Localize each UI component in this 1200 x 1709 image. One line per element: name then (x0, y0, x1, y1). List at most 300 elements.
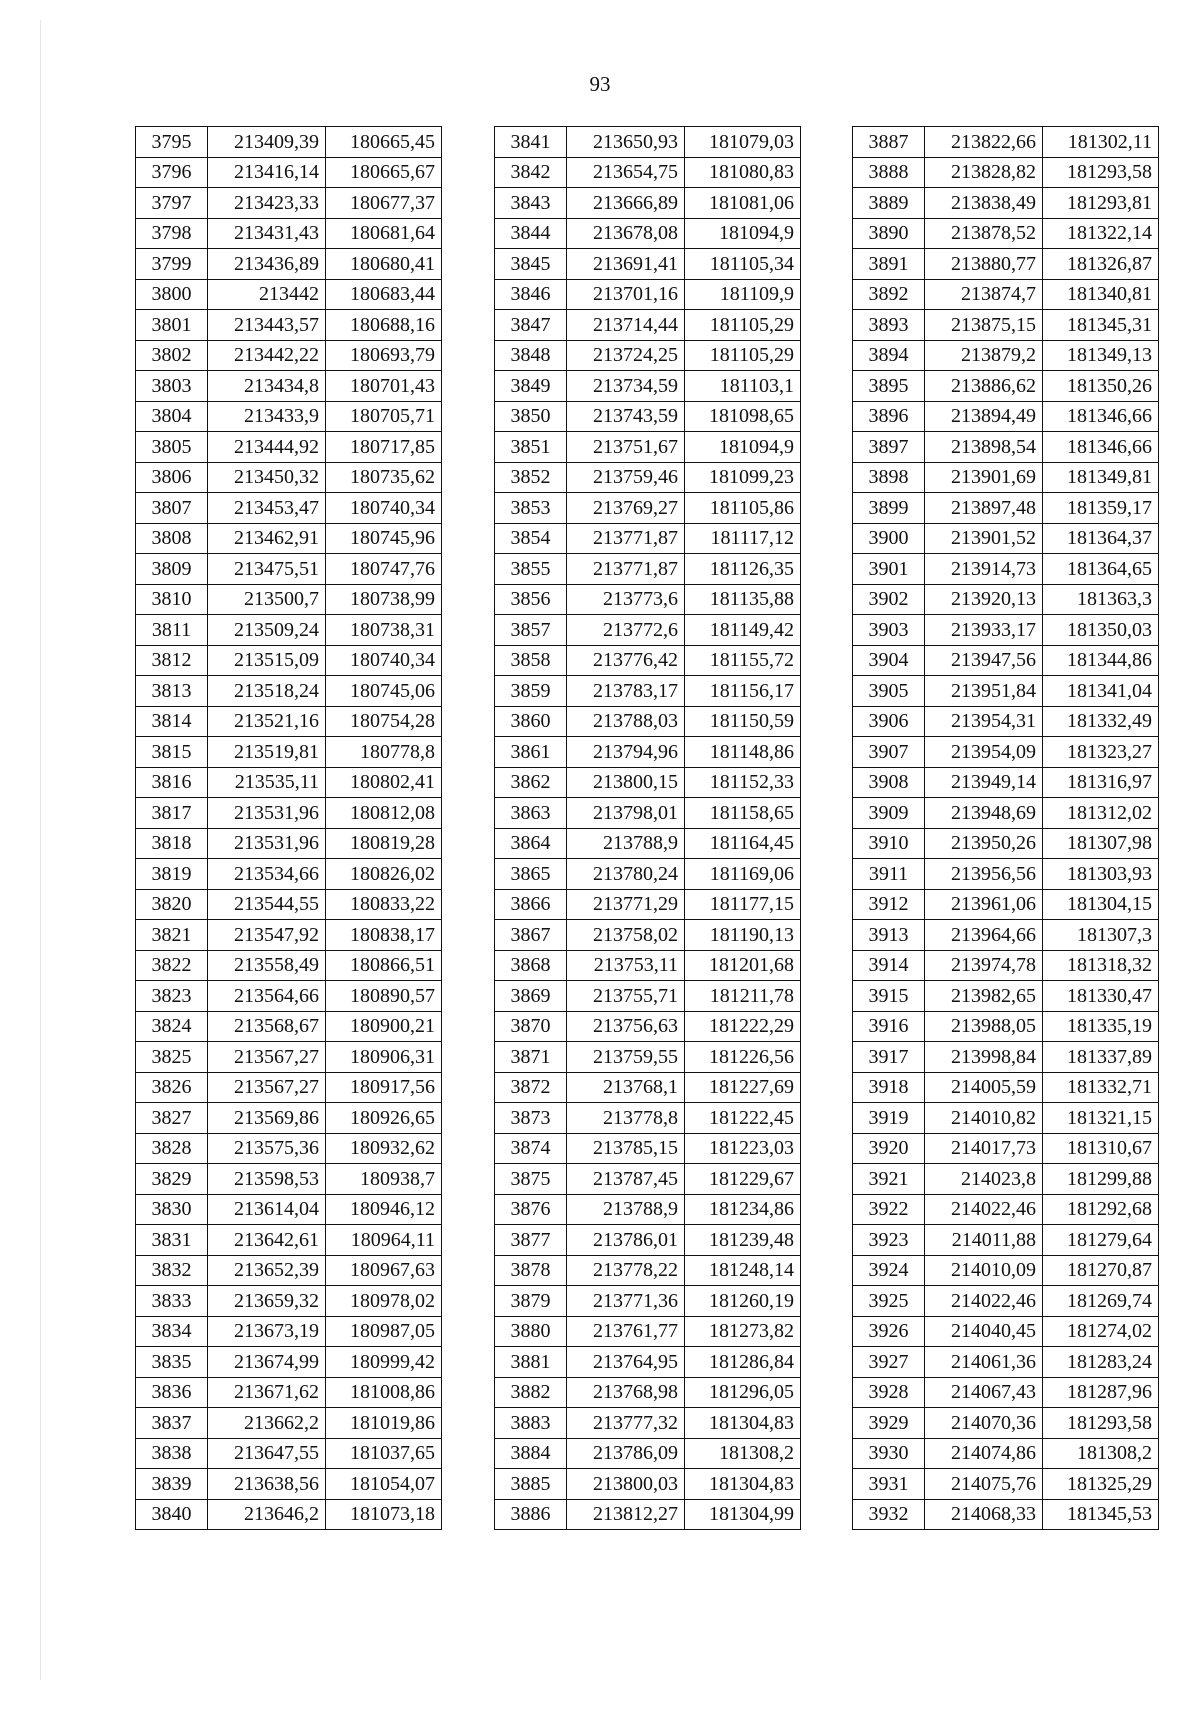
x-coordinate-cell: 213822,66 (925, 127, 1043, 158)
y-coordinate-cell: 181321,15 (1043, 1103, 1159, 1134)
table-row (853, 767, 1159, 798)
point-number-cell: 3932 (853, 1499, 925, 1530)
x-coordinate-cell: 213654,75 (567, 157, 685, 188)
y-coordinate-cell: 181248,14 (685, 1255, 801, 1286)
x-coordinate-cell: 213521,16 (208, 706, 326, 737)
x-coordinate-cell: 213444,92 (208, 432, 326, 463)
y-coordinate-cell: 180946,12 (326, 1194, 442, 1225)
point-number-cell: 3845 (495, 249, 567, 280)
point-number-cell: 3917 (853, 1042, 925, 1073)
table-row (853, 493, 1159, 524)
y-coordinate-cell: 180987,05 (326, 1316, 442, 1347)
point-number-cell: 3915 (853, 981, 925, 1012)
table-row (136, 1072, 442, 1103)
point-number-cell: 3843 (495, 188, 567, 219)
table-row (495, 1316, 801, 1347)
y-coordinate-cell: 181312,02 (1043, 798, 1159, 829)
table-row (136, 920, 442, 951)
table-row (136, 706, 442, 737)
point-number-cell: 3827 (136, 1103, 208, 1134)
point-number-cell: 3931 (853, 1469, 925, 1500)
table-row (136, 676, 442, 707)
table-row (136, 615, 442, 646)
y-coordinate-cell: 180926,65 (326, 1103, 442, 1134)
table-row (136, 1103, 442, 1134)
point-number-cell: 3816 (136, 767, 208, 798)
x-coordinate-cell: 213768,1 (567, 1072, 685, 1103)
table-row (495, 1225, 801, 1256)
x-coordinate-cell: 213734,59 (567, 371, 685, 402)
point-number-cell: 3802 (136, 340, 208, 371)
y-coordinate-cell: 181008,86 (326, 1377, 442, 1408)
point-number-cell: 3924 (853, 1255, 925, 1286)
x-coordinate-cell: 214010,82 (925, 1103, 1043, 1134)
x-coordinate-cell: 213753,11 (567, 950, 685, 981)
x-coordinate-cell: 213961,06 (925, 889, 1043, 920)
x-coordinate-cell: 213678,08 (567, 218, 685, 249)
table-row (853, 1164, 1159, 1195)
y-coordinate-cell: 180917,56 (326, 1072, 442, 1103)
y-coordinate-cell: 180665,45 (326, 127, 442, 158)
table-row (495, 493, 801, 524)
x-coordinate-cell: 213531,96 (208, 828, 326, 859)
table-row (495, 1255, 801, 1286)
point-number-cell: 3876 (495, 1194, 567, 1225)
table-row (495, 1011, 801, 1042)
x-coordinate-cell: 213434,8 (208, 371, 326, 402)
x-coordinate-cell: 213897,48 (925, 493, 1043, 524)
y-coordinate-cell: 181363,3 (1043, 584, 1159, 615)
y-coordinate-cell: 181234,86 (685, 1194, 801, 1225)
table-row (136, 950, 442, 981)
y-coordinate-cell: 180677,37 (326, 188, 442, 219)
table-row (495, 584, 801, 615)
y-coordinate-cell: 180701,43 (326, 371, 442, 402)
x-coordinate-cell: 213673,19 (208, 1316, 326, 1347)
x-coordinate-cell: 213800,15 (567, 767, 685, 798)
x-coordinate-cell: 213901,69 (925, 462, 1043, 493)
table-row (495, 401, 801, 432)
y-coordinate-cell: 181081,06 (685, 188, 801, 219)
x-coordinate-cell: 213567,27 (208, 1042, 326, 1073)
point-number-cell: 3799 (136, 249, 208, 280)
x-coordinate-cell: 213776,42 (567, 645, 685, 676)
point-number-cell: 3925 (853, 1286, 925, 1317)
x-coordinate-cell: 213771,87 (567, 523, 685, 554)
y-coordinate-cell: 181332,49 (1043, 706, 1159, 737)
table-row (853, 1469, 1159, 1500)
table-row (136, 1011, 442, 1042)
y-coordinate-cell: 180866,51 (326, 950, 442, 981)
table-row (495, 127, 801, 158)
x-coordinate-cell: 213724,25 (567, 340, 685, 371)
y-coordinate-cell: 180812,08 (326, 798, 442, 829)
x-coordinate-cell: 214074,86 (925, 1438, 1043, 1469)
y-coordinate-cell: 180740,34 (326, 645, 442, 676)
y-coordinate-cell: 180932,62 (326, 1133, 442, 1164)
point-number-cell: 3804 (136, 401, 208, 432)
page-number: 93 (589, 72, 611, 96)
y-coordinate-cell: 181350,03 (1043, 615, 1159, 646)
x-coordinate-cell: 213509,24 (208, 615, 326, 646)
point-number-cell: 3913 (853, 920, 925, 951)
point-number-cell: 3861 (495, 737, 567, 768)
table-row (495, 157, 801, 188)
point-number-cell: 3873 (495, 1103, 567, 1134)
point-number-cell: 3868 (495, 950, 567, 981)
x-coordinate-cell: 213759,55 (567, 1042, 685, 1073)
x-coordinate-cell: 213875,15 (925, 310, 1043, 341)
point-number-cell: 3846 (495, 279, 567, 310)
y-coordinate-cell: 181274,02 (1043, 1316, 1159, 1347)
point-number-cell: 3821 (136, 920, 208, 951)
point-number-cell: 3916 (853, 1011, 925, 1042)
table-row (495, 767, 801, 798)
table-row (136, 279, 442, 310)
y-coordinate-cell: 181164,45 (685, 828, 801, 859)
table-row (136, 1133, 442, 1164)
y-coordinate-cell: 181099,23 (685, 462, 801, 493)
point-number-cell: 3914 (853, 950, 925, 981)
table-row (853, 1286, 1159, 1317)
y-coordinate-cell: 181307,98 (1043, 828, 1159, 859)
x-coordinate-cell: 213773,6 (567, 584, 685, 615)
x-coordinate-cell: 213755,71 (567, 981, 685, 1012)
y-coordinate-cell: 181325,29 (1043, 1469, 1159, 1500)
table-row (136, 1438, 442, 1469)
table-row (136, 371, 442, 402)
y-coordinate-cell: 180964,11 (326, 1225, 442, 1256)
table-row (495, 1286, 801, 1317)
point-number-cell: 3814 (136, 706, 208, 737)
x-coordinate-cell: 213769,27 (567, 493, 685, 524)
y-coordinate-cell: 180740,34 (326, 493, 442, 524)
x-coordinate-cell: 213442,22 (208, 340, 326, 371)
table-row (853, 340, 1159, 371)
table-row (853, 371, 1159, 402)
point-number-cell: 3851 (495, 432, 567, 463)
table-row (853, 1225, 1159, 1256)
table-row (495, 889, 801, 920)
table-row (853, 889, 1159, 920)
point-number-cell: 3900 (853, 523, 925, 554)
point-number-cell: 3798 (136, 218, 208, 249)
x-coordinate-cell: 214068,33 (925, 1499, 1043, 1530)
point-number-cell: 3893 (853, 310, 925, 341)
table-row (495, 1377, 801, 1408)
table-row (853, 1438, 1159, 1469)
point-number-cell: 3881 (495, 1347, 567, 1378)
point-number-cell: 3891 (853, 249, 925, 280)
y-coordinate-cell: 181292,68 (1043, 1194, 1159, 1225)
table-row (853, 1377, 1159, 1408)
y-coordinate-cell: 181150,59 (685, 706, 801, 737)
point-number-cell: 3807 (136, 493, 208, 524)
x-coordinate-cell: 213416,14 (208, 157, 326, 188)
point-number-cell: 3895 (853, 371, 925, 402)
y-coordinate-cell: 181149,42 (685, 615, 801, 646)
point-number-cell: 3801 (136, 310, 208, 341)
table-row (853, 1133, 1159, 1164)
table-row (853, 188, 1159, 219)
table-row (136, 981, 442, 1012)
x-coordinate-cell: 213950,26 (925, 828, 1043, 859)
table-row (853, 1103, 1159, 1134)
table-row (136, 1286, 442, 1317)
x-coordinate-cell: 213743,59 (567, 401, 685, 432)
x-coordinate-cell: 213409,39 (208, 127, 326, 158)
point-number-cell: 3928 (853, 1377, 925, 1408)
x-coordinate-cell: 214010,09 (925, 1255, 1043, 1286)
table-row (495, 310, 801, 341)
point-number-cell: 3841 (495, 127, 567, 158)
x-coordinate-cell: 213880,77 (925, 249, 1043, 280)
x-coordinate-cell: 214005,59 (925, 1072, 1043, 1103)
table-row (853, 249, 1159, 280)
x-coordinate-cell: 213947,56 (925, 645, 1043, 676)
table-row (495, 1164, 801, 1195)
x-coordinate-cell: 213828,82 (925, 157, 1043, 188)
y-coordinate-cell: 181073,18 (326, 1499, 442, 1530)
point-number-cell: 3918 (853, 1072, 925, 1103)
y-coordinate-cell: 181307,3 (1043, 920, 1159, 951)
y-coordinate-cell: 180826,02 (326, 859, 442, 890)
x-coordinate-cell: 213951,84 (925, 676, 1043, 707)
x-coordinate-cell: 213647,55 (208, 1438, 326, 1469)
point-number-cell: 3874 (495, 1133, 567, 1164)
y-coordinate-cell: 181318,32 (1043, 950, 1159, 981)
x-coordinate-cell: 213800,03 (567, 1469, 685, 1500)
x-coordinate-cell: 213894,49 (925, 401, 1043, 432)
table-row (853, 523, 1159, 554)
y-coordinate-cell: 181304,99 (685, 1499, 801, 1530)
point-number-cell: 3834 (136, 1316, 208, 1347)
point-number-cell: 3878 (495, 1255, 567, 1286)
table-row (495, 950, 801, 981)
point-number-cell: 3831 (136, 1225, 208, 1256)
x-coordinate-cell: 213691,41 (567, 249, 685, 280)
y-coordinate-cell: 181190,13 (685, 920, 801, 951)
table-row (136, 401, 442, 432)
table-row (495, 1347, 801, 1378)
y-coordinate-cell: 181345,53 (1043, 1499, 1159, 1530)
table-row (853, 310, 1159, 341)
x-coordinate-cell: 213558,49 (208, 950, 326, 981)
y-coordinate-cell: 181323,27 (1043, 737, 1159, 768)
x-coordinate-cell: 213756,63 (567, 1011, 685, 1042)
x-coordinate-cell: 213982,65 (925, 981, 1043, 1012)
table-row (495, 188, 801, 219)
table-row (495, 554, 801, 585)
y-coordinate-cell: 181337,89 (1043, 1042, 1159, 1073)
table-row (136, 523, 442, 554)
table-row (136, 340, 442, 371)
y-coordinate-cell: 180738,99 (326, 584, 442, 615)
y-coordinate-cell: 180681,64 (326, 218, 442, 249)
x-coordinate-cell: 213761,77 (567, 1316, 685, 1347)
point-number-cell: 3911 (853, 859, 925, 890)
point-number-cell: 3871 (495, 1042, 567, 1073)
y-coordinate-cell: 181103,1 (685, 371, 801, 402)
point-number-cell: 3825 (136, 1042, 208, 1073)
point-number-cell: 3875 (495, 1164, 567, 1195)
table-row (495, 523, 801, 554)
x-coordinate-cell: 213768,98 (567, 1377, 685, 1408)
scan-edge-line (40, 20, 41, 1680)
point-number-cell: 3818 (136, 828, 208, 859)
x-coordinate-cell: 214011,88 (925, 1225, 1043, 1256)
point-number-cell: 3837 (136, 1408, 208, 1439)
y-coordinate-cell: 181105,86 (685, 493, 801, 524)
point-number-cell: 3927 (853, 1347, 925, 1378)
point-number-cell: 3877 (495, 1225, 567, 1256)
x-coordinate-cell: 213771,36 (567, 1286, 685, 1317)
x-coordinate-cell: 213598,53 (208, 1164, 326, 1195)
y-coordinate-cell: 181346,66 (1043, 401, 1159, 432)
x-coordinate-cell: 213798,01 (567, 798, 685, 829)
y-coordinate-cell: 181335,19 (1043, 1011, 1159, 1042)
y-coordinate-cell: 181326,87 (1043, 249, 1159, 280)
point-number-cell: 3872 (495, 1072, 567, 1103)
point-number-cell: 3849 (495, 371, 567, 402)
y-coordinate-cell: 181201,68 (685, 950, 801, 981)
x-coordinate-cell: 213671,62 (208, 1377, 326, 1408)
point-number-cell: 3899 (853, 493, 925, 524)
table-row (136, 310, 442, 341)
table-row (136, 1225, 442, 1256)
y-coordinate-cell: 181302,11 (1043, 127, 1159, 158)
x-coordinate-cell: 213771,87 (567, 554, 685, 585)
y-coordinate-cell: 181303,93 (1043, 859, 1159, 890)
y-coordinate-cell: 180833,22 (326, 889, 442, 920)
point-number-cell: 3896 (853, 401, 925, 432)
x-coordinate-cell: 213535,11 (208, 767, 326, 798)
x-coordinate-cell: 213964,66 (925, 920, 1043, 951)
point-number-cell: 3806 (136, 462, 208, 493)
point-number-cell: 3897 (853, 432, 925, 463)
point-number-cell: 3879 (495, 1286, 567, 1317)
table-row (495, 828, 801, 859)
x-coordinate-cell: 213787,45 (567, 1164, 685, 1195)
point-number-cell: 3796 (136, 157, 208, 188)
x-coordinate-cell: 213878,52 (925, 218, 1043, 249)
x-coordinate-cell: 213785,15 (567, 1133, 685, 1164)
y-coordinate-cell: 181341,04 (1043, 676, 1159, 707)
point-number-cell: 3922 (853, 1194, 925, 1225)
y-coordinate-cell: 181346,66 (1043, 432, 1159, 463)
table-row (495, 462, 801, 493)
point-number-cell: 3906 (853, 706, 925, 737)
coordinates-table-2 (494, 126, 801, 1530)
point-number-cell: 3829 (136, 1164, 208, 1195)
point-number-cell: 3850 (495, 401, 567, 432)
x-coordinate-cell: 213771,29 (567, 889, 685, 920)
point-number-cell: 3887 (853, 127, 925, 158)
x-coordinate-cell: 214023,8 (925, 1164, 1043, 1195)
point-number-cell: 3811 (136, 615, 208, 646)
table-row (136, 157, 442, 188)
x-coordinate-cell: 213518,24 (208, 676, 326, 707)
point-number-cell: 3921 (853, 1164, 925, 1195)
table-row (495, 981, 801, 1012)
point-number-cell: 3890 (853, 218, 925, 249)
y-coordinate-cell: 180738,31 (326, 615, 442, 646)
y-coordinate-cell: 180705,71 (326, 401, 442, 432)
y-coordinate-cell: 181211,78 (685, 981, 801, 1012)
x-coordinate-cell: 213531,96 (208, 798, 326, 829)
point-number-cell: 3858 (495, 645, 567, 676)
y-coordinate-cell: 180745,96 (326, 523, 442, 554)
x-coordinate-cell: 214022,46 (925, 1286, 1043, 1317)
point-number-cell: 3919 (853, 1103, 925, 1134)
y-coordinate-cell: 181304,83 (685, 1408, 801, 1439)
y-coordinate-cell: 181359,17 (1043, 493, 1159, 524)
point-number-cell: 3930 (853, 1438, 925, 1469)
y-coordinate-cell: 181273,82 (685, 1316, 801, 1347)
y-coordinate-cell: 181332,71 (1043, 1072, 1159, 1103)
y-coordinate-cell: 181344,86 (1043, 645, 1159, 676)
x-coordinate-cell: 214017,73 (925, 1133, 1043, 1164)
x-coordinate-cell: 213650,93 (567, 127, 685, 158)
y-coordinate-cell: 181293,81 (1043, 188, 1159, 219)
table-row (853, 798, 1159, 829)
table-row (136, 1347, 442, 1378)
point-number-cell: 3866 (495, 889, 567, 920)
x-coordinate-cell: 213778,22 (567, 1255, 685, 1286)
table-row (495, 798, 801, 829)
x-coordinate-cell: 213920,13 (925, 584, 1043, 615)
y-coordinate-cell: 181364,65 (1043, 554, 1159, 585)
x-coordinate-cell: 213954,09 (925, 737, 1043, 768)
y-coordinate-cell: 181296,05 (685, 1377, 801, 1408)
table-row (853, 584, 1159, 615)
table-row (136, 859, 442, 890)
y-coordinate-cell: 181304,83 (685, 1469, 801, 1500)
x-coordinate-cell: 213564,66 (208, 981, 326, 1012)
y-coordinate-cell: 181098,65 (685, 401, 801, 432)
point-number-cell: 3920 (853, 1133, 925, 1164)
x-coordinate-cell: 213475,51 (208, 554, 326, 585)
point-number-cell: 3854 (495, 523, 567, 554)
x-coordinate-cell: 213788,9 (567, 1194, 685, 1225)
table-row (495, 1194, 801, 1225)
y-coordinate-cell: 181286,84 (685, 1347, 801, 1378)
point-number-cell: 3870 (495, 1011, 567, 1042)
y-coordinate-cell: 180819,28 (326, 828, 442, 859)
point-number-cell: 3797 (136, 188, 208, 219)
y-coordinate-cell: 180747,76 (326, 554, 442, 585)
table-row (136, 1408, 442, 1439)
y-coordinate-cell: 181350,26 (1043, 371, 1159, 402)
x-coordinate-cell: 214022,46 (925, 1194, 1043, 1225)
y-coordinate-cell: 181177,15 (685, 889, 801, 920)
x-coordinate-cell: 213998,84 (925, 1042, 1043, 1073)
table-row (495, 859, 801, 890)
point-number-cell: 3800 (136, 279, 208, 310)
y-coordinate-cell: 181148,86 (685, 737, 801, 768)
y-coordinate-cell: 181349,81 (1043, 462, 1159, 493)
x-coordinate-cell: 213714,44 (567, 310, 685, 341)
table-row (136, 828, 442, 859)
x-coordinate-cell: 213569,86 (208, 1103, 326, 1134)
point-number-cell: 3923 (853, 1225, 925, 1256)
x-coordinate-cell: 213638,56 (208, 1469, 326, 1500)
table-row (853, 157, 1159, 188)
table-row (495, 645, 801, 676)
point-number-cell: 3898 (853, 462, 925, 493)
x-coordinate-cell: 213500,7 (208, 584, 326, 615)
table-row (136, 1377, 442, 1408)
